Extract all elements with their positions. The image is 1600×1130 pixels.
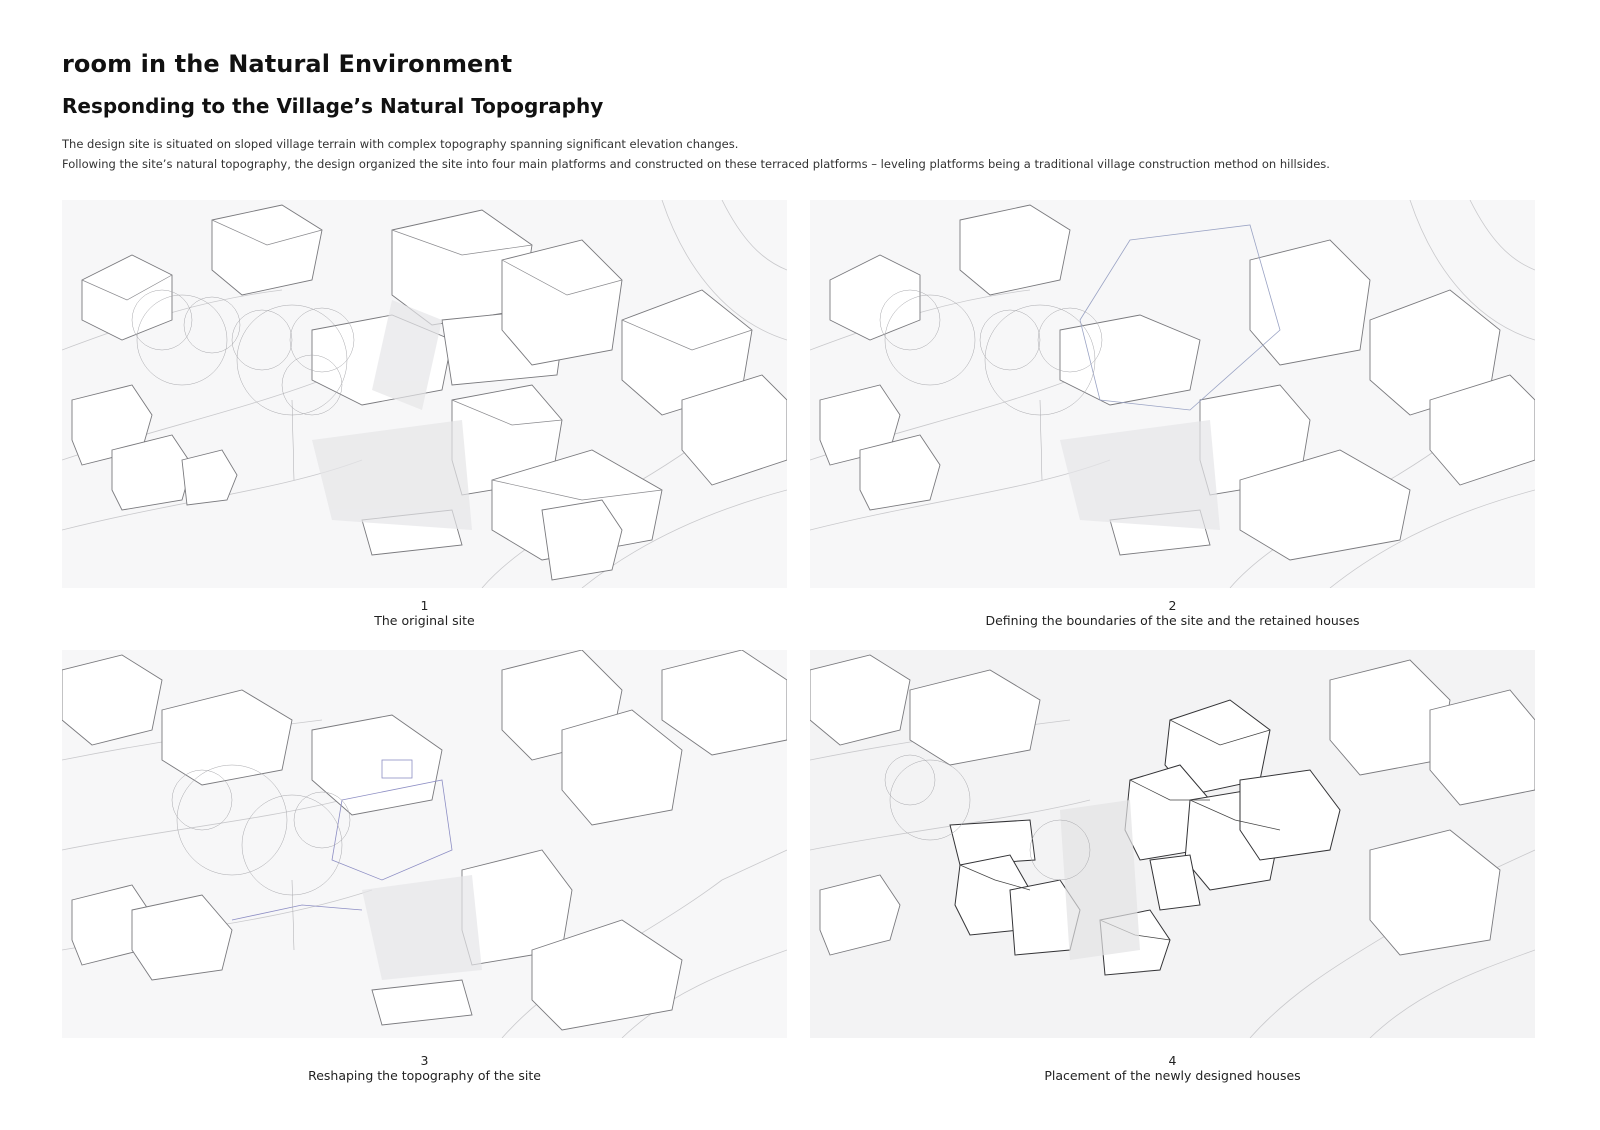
caption-text: Placement of the newly designed houses <box>1044 1068 1301 1083</box>
caption-2 <box>810 598 1535 628</box>
page-subtitle: Responding to the Village’s Natural Topography <box>62 94 604 118</box>
caption-number: 1 <box>420 598 429 613</box>
site-drawing-new-houses <box>810 650 1535 1038</box>
site-drawing-boundaries <box>810 200 1535 588</box>
caption-4 <box>810 1053 1535 1083</box>
caption-number: 4 <box>1168 1053 1177 1068</box>
page-title: room in the Natural Environment <box>62 50 513 78</box>
caption-text: Defining the boundaries of the site and the retained houses <box>985 613 1360 628</box>
intro-paragraph-2: Following the site’s natural topography, the design organized the site into four main platforms and constructed on these terraced platforms – leveling platforms being a traditional village construction method on hillsides. <box>62 157 1330 171</box>
caption-number: 3 <box>420 1053 429 1068</box>
caption-text: Reshaping the topography of the site <box>308 1068 541 1083</box>
caption-3 <box>62 1053 787 1083</box>
site-drawing-original <box>62 200 787 588</box>
intro-paragraph-1: The design site is situated on sloped village terrain with complex topography spanning significant elevation changes. <box>62 137 739 151</box>
caption-number: 2 <box>1168 598 1177 613</box>
caption-text: The original site <box>374 613 475 628</box>
site-drawing-reshaping <box>62 650 787 1038</box>
caption-1 <box>62 598 787 628</box>
